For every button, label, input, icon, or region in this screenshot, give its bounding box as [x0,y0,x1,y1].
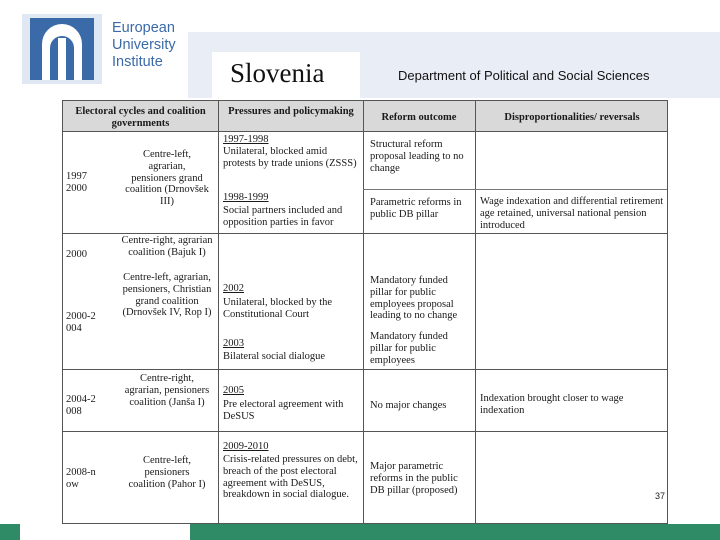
cycle-year-4: 2004-2008 [66,394,96,417]
logo-line-2: University [112,37,176,53]
col-header-1: Electoral cycles and coalition governments [75,106,206,129]
pressure-year-5: 2005 [223,385,244,396]
government-1: Centre-left, agrarian, pensioners grand coalition (Drnovšek III) [125,149,209,208]
pressure-text-3: Unilateral, blocked by the Constitutional Court [223,297,333,320]
cycle-year-2: 2000 [66,249,87,260]
col-header-3: Reform outcome [381,112,457,123]
pressure-text-6: Crisis-related pressures on debt, breach of the post electoral agreement with DeSUS, breakdown in social dialogue. [223,454,358,501]
outcome-2: Parametric reforms in public DB pillar [370,197,462,220]
col-header-2: Pressures and policymaking [228,106,354,117]
pressure-text-1: Unilateral, blocked amid protests by trade unions (ZSSS) [223,146,357,169]
logo [0,0,188,100]
footer-bar-left [0,524,20,540]
pressure-year-4: 2003 [223,338,244,349]
reversal-1: Wage indexation and differential retirement age retained, universal national pension introduced [480,196,664,231]
outcome-sep [363,189,475,190]
outcome-4: Mandatory funded pillar for public employees [370,331,448,366]
outcome-5: No major changes [370,400,447,411]
pressure-year-1: 1997-1998 [223,134,269,145]
col-divider-1 [218,101,219,523]
eui-emblem-icon [22,14,102,84]
row-sep-3 [63,431,667,432]
pressure-text-4: Bilateral social dialogue [223,351,326,362]
slide-title: Slovenia [230,58,325,88]
page-number: 37 [655,491,666,501]
cycle-year-3: 2000-2004 [66,311,96,334]
logo-line-3: Institute [112,54,163,70]
pressure-text-5: Pre electoral agreement with DeSUS [223,399,344,422]
reform-table [62,100,668,524]
cycle-year-5: 2008-now [66,467,96,490]
row-sep-2 [63,369,667,370]
outcome-3: Mandatory funded pillar for public employees proposal leading to no change [370,275,458,322]
pressure-year-2: 1998-1999 [223,192,269,203]
outcome-1: Structural reform proposal leading to no change [370,139,464,174]
reversal-2: Indexation brought closer to wage indexation [480,393,624,416]
col-divider-2 [363,101,364,523]
government-5: Centre-left, pensioners coalition (Pahor I) [128,455,206,490]
footer-bar-right [190,524,720,540]
logo-text [112,20,176,71]
pressure-year-3: 2002 [223,283,244,294]
government-4: Centre-right, agrarian, pensioners coalition (Janša I) [124,373,210,408]
outcome-6: Major parametric reforms in the public DB pillar (proposed) [370,461,458,496]
government-2: Centre-right, agrarian coalition (Bajuk I) [121,235,213,258]
department-name: Department of Political and Social Sciences [398,68,650,83]
government-3: Centre-left, agrarian, pensioners, Christian grand coalition (Drnovšek IV, Rop I) [122,272,212,319]
row-sep-1 [63,233,667,234]
reversal-sep [475,189,667,190]
cycle-year-1: 1997 2000 [66,171,87,194]
pressure-text-2: Social partners included and opposition parties in favor [223,205,343,228]
col-header-4: Disproportionalities/ reversals [504,112,640,123]
col-divider-3 [475,101,476,523]
logo-line-1: European [112,20,175,36]
pressure-year-6: 2009-2010 [223,441,269,452]
